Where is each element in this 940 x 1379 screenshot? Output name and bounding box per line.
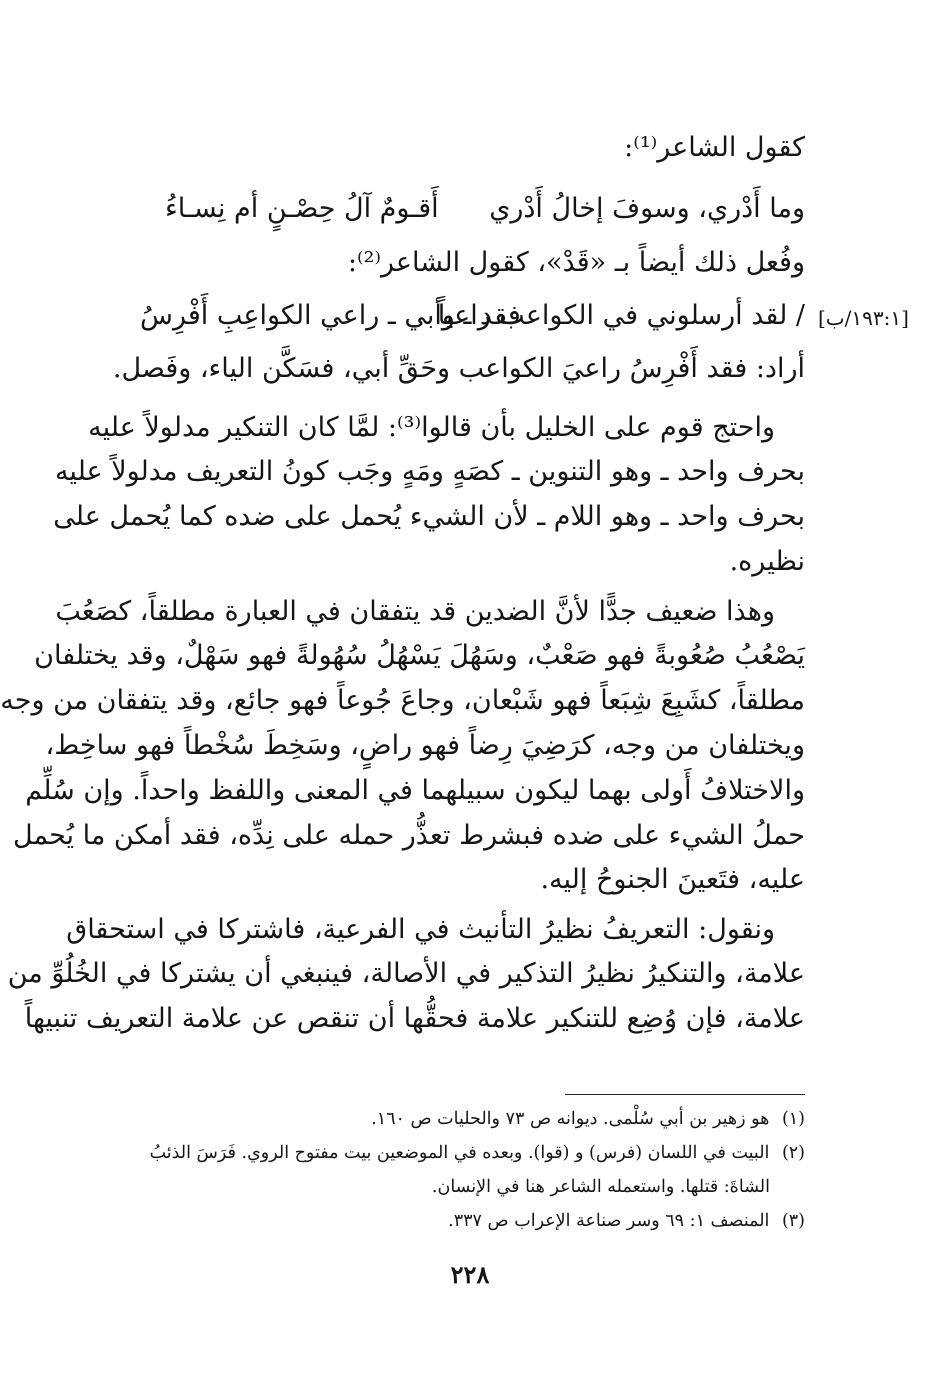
text-line: يَصْعُبُ صُعُوبةً فهو صَعْبٌ، وسَهُلَ يَسْهُلُ سُهُولةً فهو سَهْلٌ، وقد يختلفان: [34, 640, 805, 671]
verse-hemistich-2: أَقـومٌ آلُ حِصْـنٍ أم نِسـاءُ: [165, 193, 439, 224]
text-line: عليه، فتَعينَ الجنوحُ إليه.: [540, 864, 805, 895]
text-line: حملُ الشيء على ضده فبشرط تعذُّر حمله على نِدِّه، فقد أمكن ما يُحمل: [13, 820, 805, 851]
footnote-text: المنصف ١: ٦٩ وسر صناعة الإعراب ص ٣٣٧.: [448, 1211, 770, 1231]
verse-hemistich-1: وما أَدْري، وسوفَ إخالُ أَدْري: [489, 193, 805, 224]
text-line: علامة، فإن وُضِع للتنكير علامة فحقُّها أن تنقص عن علامة التعريف تنبيهاً: [24, 1003, 805, 1034]
text-line: علامة، والتنكيرُ نظيرُ التذكير في الأصالة، فينبغي أن يشتركا في الخُلُوِّ من: [7, 958, 805, 989]
page-number: ٢٢٨: [450, 1260, 490, 1289]
footnote: [448, 1206, 805, 1236]
paragraph-first-line: وهذا ضعيف جدًّا لأنَّ الضدين قد يتفقان في العبارة مطلقاً، كصَعُبَ: [55, 596, 775, 627]
footnote-separator: [565, 1094, 805, 1095]
text-line: بحرف واحد ـ وهو التنوين ـ كصَهٍ ومَهٍ وجَب كونُ التعريف مدلولاً عليه: [54, 456, 805, 487]
paragraph-first-line: ونقول: التعريفُ نظيرُ التأنيث في الفرعية، فاشتركا في استحقاق: [66, 914, 775, 945]
text-line: وفُعل ذلك أيضاً بـ «قَدْ»، كقول الشاعر⁽²⁾:: [347, 247, 805, 278]
text-line: نظيره.: [729, 546, 805, 577]
footnote-continuation: الشاةَ: قتلها. واستعمله الشاعر هنا في الإنسان.: [431, 1177, 770, 1197]
footnote-number: (١): [781, 1109, 805, 1129]
text-line: كقول الشاعر⁽¹⁾:: [624, 132, 805, 163]
footnote-number: (٢): [781, 1143, 805, 1163]
text-line: ويختلفان من وجه، كرَضِيَ رِضاً فهو راضٍ، وسَخِطَ سُخْطاً فهو ساخِط،: [45, 730, 805, 761]
paragraph-first-line: واحتج قوم على الخليل بأن قالوا⁽³⁾: لمَّا كان التنكير مدلولاً عليه: [88, 412, 775, 443]
manuscript-margin-reference: [١٩٣:١/ب]: [818, 306, 909, 330]
footnote: [371, 1104, 805, 1134]
text-line: والاختلافُ أَولى بهما ليكون سبيلهما في المعنى واللفظ واحداً. وإن سُلِّم: [25, 775, 805, 806]
footnote-text: هو زهير بن أبي سُلْمى. ديوانه ص ٧٣ والحليات ص ١٦٠.: [371, 1109, 770, 1129]
text-line: بحرف واحد ـ وهو اللام ـ لأن الشيء يُحمل على ضده كما يُحمل على: [53, 501, 805, 532]
footnote-text: البيت في اللسان (فرس) و (قوا). وبعده في الموضعين بيت مفتوح الروي. فَرَسَ الذئبُ: [149, 1143, 770, 1163]
footnote: [150, 1138, 805, 1168]
text-line: مطلقاً، كشَبِعَ شِبَعاً فهو شَبْعان، وجاعَ جُوعاً فهو جائع، وقد يتفقان من وجه: [0, 685, 805, 716]
verse-hemistich-2: فقد ـ وأبي ـ راعي الكواعِبِ أَفْرِسُ: [140, 300, 521, 331]
text-line: أراد: فقد أَفْرِسُ راعيَ الكواعب وحَقِّ أبي، فسَكَّن الياء، وفَصل.: [112, 353, 805, 384]
verse-hemistich-1: / لقد أرسلوني في الكواعب راعياً: [437, 300, 805, 331]
footnote-number: (٣): [781, 1211, 805, 1231]
